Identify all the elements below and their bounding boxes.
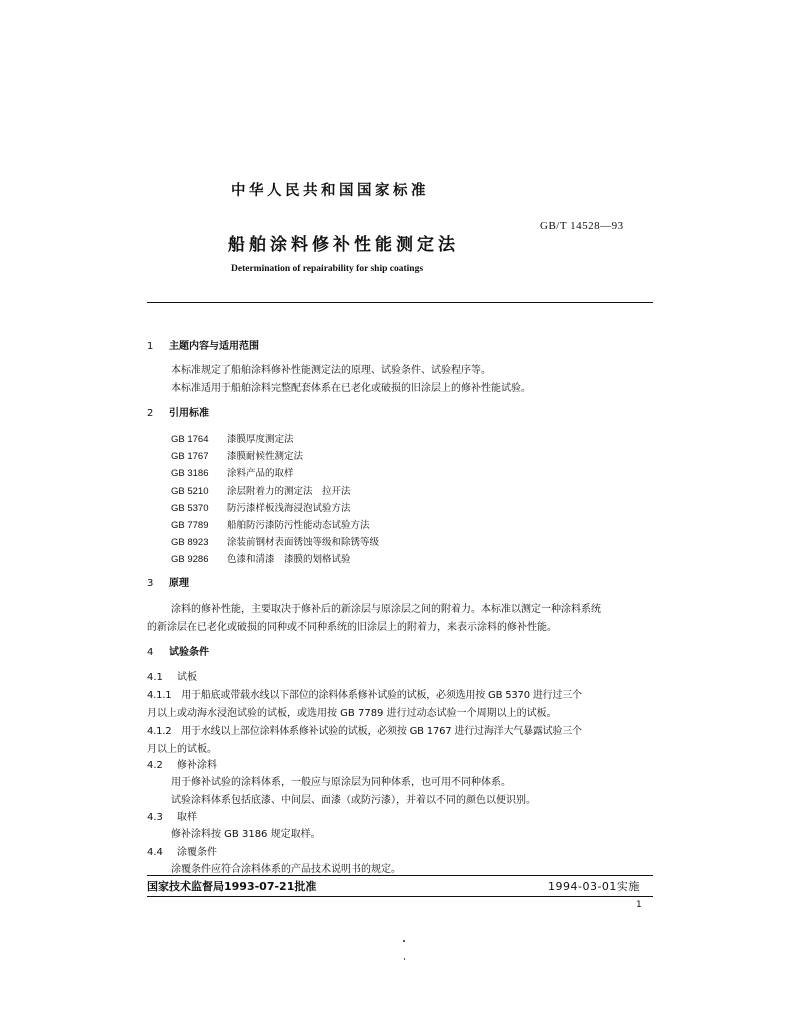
effective-date: 1994-03-01实施 <box>548 880 640 893</box>
subsection-4-3-heading <box>147 808 197 823</box>
subsection-number: 4.2 <box>147 760 163 771</box>
approval-note: 国家技术监督局1993-07-21批准 <box>147 880 317 893</box>
subsection-title: 取样 <box>177 812 197 823</box>
reference-title: 漆膜厚度测定法 <box>227 434 294 445</box>
reference-item <box>171 431 294 445</box>
subsection-4-4-heading <box>147 843 217 858</box>
subsection-number: 4.4 <box>147 847 163 858</box>
reference-title: 涂料产品的取样 <box>227 468 294 480</box>
reference-title: 涂装前钢材表面锈蚀等级和除锈等级 <box>227 537 380 549</box>
reference-title: 船舶防污漆防污性能动态试验方法 <box>227 520 370 531</box>
page-number: 1 <box>636 900 642 910</box>
subsection-title: 试板 <box>177 672 197 683</box>
subsection-title: 修补涂料 <box>177 760 217 771</box>
national-standard-title: 中华人民共和国国家标准 <box>231 183 429 199</box>
section-4-2-paragraph-2: 试验涂料体系包括底漆、中间层、面漆（或防污漆），并着以不同的颜色以便识别。 <box>171 795 536 806</box>
section-4-2-paragraph-1: 用于修补试验的涂料体系，一般应与原涂层为同种体系，也可用不同种体系。 <box>171 777 511 788</box>
section-4-4-paragraph: 涂覆条件应符合涂料体系的产品技术说明书的规定。 <box>171 864 401 875</box>
reference-code: GB 3186 <box>171 468 209 480</box>
reference-code: GB 5370 <box>171 502 209 514</box>
section-3-heading <box>147 574 189 589</box>
scan-speck <box>403 940 405 942</box>
clause-4-1-2-line-1: 4.1.2 用于水线以上部位涂料体系修补试验的试板，必须按 GB 1767 进行过海洋大气暴露试验三个 <box>147 726 582 737</box>
section-number: 4 <box>147 647 154 658</box>
reference-item <box>171 483 351 497</box>
subsection-4-2-heading <box>147 756 217 771</box>
reference-code: GB 5210 <box>171 485 209 497</box>
clause-4-1-2-line-2: 月以上的试板。 <box>147 744 217 755</box>
reference-item <box>171 517 370 531</box>
reference-code: GB 8923 <box>171 537 209 549</box>
section-4-heading <box>147 643 209 658</box>
english-title: Determination of repairability for ship coatings <box>231 264 424 274</box>
subsection-4-1-heading <box>147 668 197 683</box>
section-1-paragraph-1: 本标准规定了船舶涂料修补性能测定法的原理、试验条件、试验程序等。 <box>171 365 491 376</box>
section-4-3-paragraph: 修补涂料按 GB 3186 规定取样。 <box>171 829 321 840</box>
clause-4-1-1-line-2: 月以上或动海水浸泡试验的试板，或选用按 GB 7789 进行过动态试验一个周期以上的试板。 <box>147 708 557 719</box>
section-title: 试验条件 <box>169 647 209 658</box>
reference-title: 漆膜耐候性测定法 <box>227 451 304 463</box>
section-3-paragraph-line-1: 涂料的修补性能，主要取决于修补后的新涂层与原涂层之间的附着力。本标准以测定一种涂料系统 <box>171 604 601 615</box>
standard-code: GB/T 14528—93 <box>540 220 624 232</box>
subsection-number: 4.3 <box>147 812 163 823</box>
section-title: 原理 <box>169 578 189 589</box>
reference-item <box>171 534 379 548</box>
footer-divider <box>147 875 653 876</box>
reference-item <box>171 448 303 462</box>
reference-title: 涂层附着力的测定法 拉开法 <box>227 485 351 497</box>
reference-code: GB 1767 <box>171 451 209 463</box>
section-1-paragraph-2: 本标准适用于船舶涂料完整配套体系在已老化或破损的旧涂层上的修补性能试验。 <box>171 383 531 394</box>
reference-code: GB 1764 <box>171 434 209 445</box>
header-divider <box>147 302 653 303</box>
section-title: 主题内容与适用范围 <box>169 341 259 352</box>
footer-bottom-divider <box>147 896 653 897</box>
section-2-heading <box>147 404 209 419</box>
reference-code: GB 9286 <box>171 554 209 566</box>
subsection-title: 涂覆条件 <box>177 847 217 858</box>
clause-4-1-1-line-1: 4.1.1 用于船底或带载水线以下部位的涂料体系修补试验的试板，必须选用按 GB 5370 进行过三个 <box>147 690 582 701</box>
section-3-paragraph-line-2: 的新涂层在已老化或破损的同种或不同种系统的旧涂层上的附着力，来表示涂料的修补性能。 <box>147 622 557 633</box>
reference-item <box>171 551 351 565</box>
reference-item <box>171 500 351 514</box>
reference-title: 色漆和清漆 漆膜的划格试验 <box>227 554 351 566</box>
subsection-number: 4.1 <box>147 672 163 683</box>
section-title: 引用标准 <box>169 408 209 419</box>
document-title: 船舶涂料修补性能测定法 <box>228 235 459 255</box>
section-1-heading <box>147 337 259 352</box>
section-number: 1 <box>147 341 154 352</box>
reference-code: GB 7789 <box>171 520 209 531</box>
section-number: 2 <box>147 408 154 419</box>
scan-speck <box>404 958 405 960</box>
reference-item <box>171 465 294 479</box>
reference-title: 防污漆样板浅海浸泡试验方法 <box>227 502 351 514</box>
section-number: 3 <box>147 578 154 589</box>
